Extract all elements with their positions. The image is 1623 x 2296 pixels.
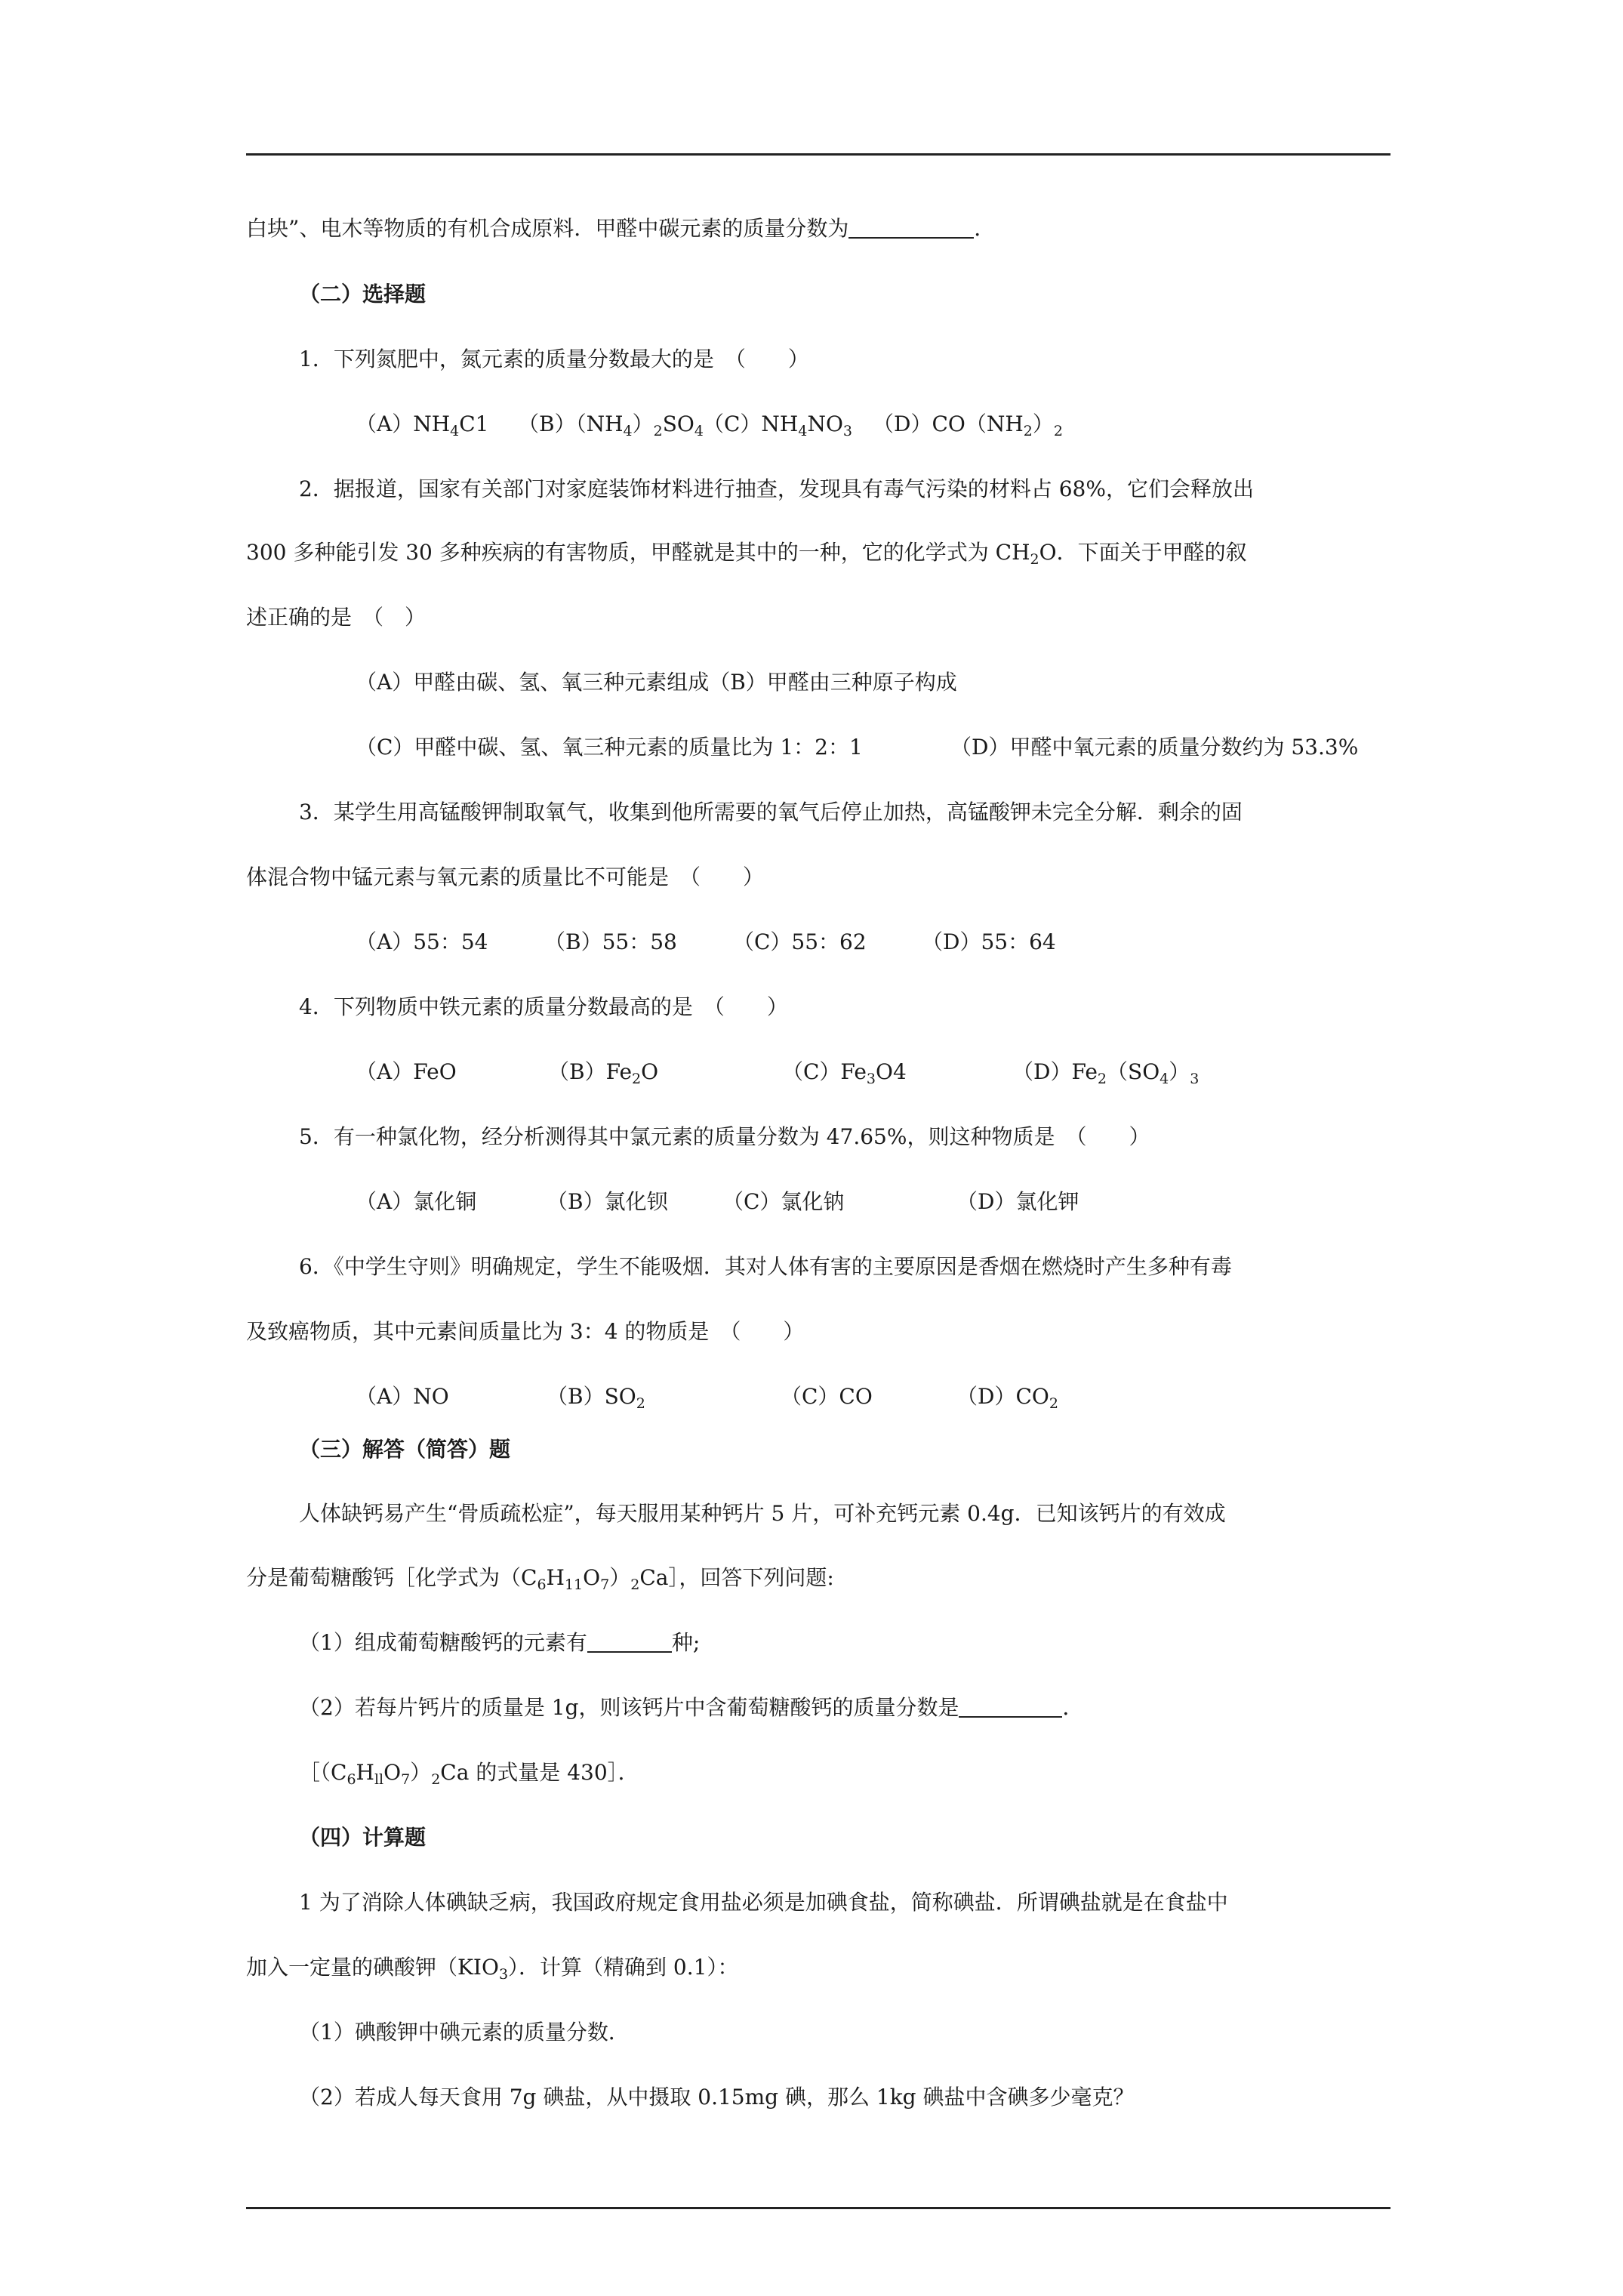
option-c: （C）55：62 [733, 929, 867, 954]
option-d: （D）甲醛中氧元素的质量分数约为 53.3% [950, 735, 1359, 760]
option-d: $(D)CO(NH_2)_2$ [873, 411, 1063, 439]
short-answer-line-1: 人体缺钙易产生“骨质疏松症”，每天服用某种钙片 5 片，可补充钙元素 0.4g．已知该钙片的有效成 [299, 1501, 1226, 1526]
calculation-line-1: 1 为了消除人体碘缺乏病，我国政府规定食用盐必须是加碘食盐，简称碘盐．所谓碘盐就是在食盐中 [299, 1890, 1228, 1915]
question-6-line-1: 6．《中学生守则》明确规定，学生不能吸烟．其对人体有害的主要原因是香烟在燃烧时产生多种有毒 [299, 1254, 1232, 1279]
intro-line: 白块”、电木等物质的有机合成原料．甲醛中碳元素的质量分数为 ． [246, 216, 996, 241]
question-3-line-2: 体混合物中锰元素与氧元素的质量比不可能是 （ ） [246, 864, 765, 889]
short-answer-q2: （2）若每片钙片的质量是 1g，则该钙片中含葡萄糖酸钙的质量分数是 ． [299, 1695, 1084, 1720]
option-b: （B）氯化钡 [547, 1189, 668, 1214]
section-heading-choice: （二）选择题 [299, 282, 427, 307]
short-answer-note: $[(C_6H_{ll}O_7)_2Ca$ 的式量是 430］． [299, 1760, 639, 1788]
option-c: $(C)NH_4NO_3$ [703, 411, 852, 439]
question-4-stem: 4．下列物质中铁元素的质量分数最高的是 （ ） [299, 994, 788, 1019]
option-a: （A）FeO [356, 1059, 457, 1084]
option-c: （C）CO [781, 1384, 873, 1409]
option-c: $(C)Fe_3O4$ [782, 1059, 907, 1087]
option-c: （C）氯化钠 [722, 1189, 845, 1214]
calculation-line-2: 加入一定量的碘酸钾$(KIO_3)$．计算（精确到 0.1）： [246, 1955, 739, 1983]
option-d: （D）55：64 [922, 929, 1056, 954]
question-6-options [356, 1382, 1058, 1412]
option-a: （A）甲醛由碳、氢、氧三种元素组成 [356, 670, 710, 695]
option-d: $(D)Fe_2(SO_4)_3$ [1012, 1059, 1200, 1087]
answer-blank[interactable] [848, 217, 974, 239]
section-heading-short-answer: （三）解答（简答）题 [299, 1437, 511, 1462]
option-b: $(B)SO_2$ [547, 1384, 645, 1412]
short-answer-q1: （1）组成葡萄糖酸钙的元素有 种; [299, 1630, 701, 1655]
question-2-line-1: 2．据报道，国家有关部门对家庭装饰材料进行抽查，发现具有毒气污染的材料占 68%，它们会释放出 [299, 476, 1254, 501]
calculation-q1: （1）碘酸钾中碘元素的质量分数． [299, 2020, 630, 2045]
option-a: （A）55：54 [356, 929, 488, 954]
question-5-stem: 5．有一种氯化物，经分析测得其中氯元素的质量分数为 47.65%，则这种物质是 （ ） [299, 1124, 1150, 1149]
question-3-line-1: 3．某学生用高锰酸钾制取氧气，收集到他所需要的氧气后停止加热，高锰酸钾未完全分解．剩余的固 [299, 800, 1243, 824]
question-2-options-ab [356, 667, 957, 698]
question-2-line-2: 300 多种能引发 30 多种疾病的有害物质，甲醛就是其中的一种，它的化学式为 $CH_2O$．下面关于甲醛的叙 [246, 540, 1247, 568]
option-a: （A）NO [356, 1384, 449, 1409]
option-d: $(D)CO_2$ [956, 1384, 1058, 1412]
option-b: $(B)Fe_2O$ [548, 1059, 659, 1087]
option-c: （C）甲醛中碳、氢、氧三种元素的质量比为 1：2：1 [356, 735, 863, 760]
question-6-line-2: 及致癌物质，其中元素间质量比为 3：4 的物质是 （ ） [246, 1319, 805, 1344]
option-a: （A）氯化铜 [356, 1189, 477, 1214]
short-answer-line-2: 分是葡萄糖酸钙［化学式为$(C_6H_{11}O_7)_2Ca]$，回答下列问题: [246, 1565, 834, 1593]
question-1-stem: 1．下列氮肥中，氮元素的质量分数最大的是 （ ） [299, 347, 809, 371]
option-b: （B）55：58 [544, 929, 677, 954]
option-d: （D）氯化钾 [956, 1189, 1079, 1214]
question-5-options [356, 1187, 1079, 1217]
question-3-options [356, 927, 1056, 957]
option-a: $(A)NH_4C1$ [356, 411, 489, 439]
option-b: （B）甲醛由三种原子构成 [709, 670, 957, 695]
answer-blank[interactable] [959, 1697, 1062, 1718]
footer-rule [246, 2207, 1390, 2209]
header-rule [246, 153, 1390, 156]
question-1-options [356, 409, 1063, 439]
question-4-options [356, 1057, 1199, 1087]
section-heading-calculation: （四）计算题 [299, 1825, 427, 1850]
answer-blank[interactable] [587, 1632, 672, 1653]
calculation-q2: （2）若成人每天食用 7g 碘盐，从中摄取 0.15mg 碘，那么 1kg 碘盐中含碘多少毫克？ [299, 2085, 1135, 2110]
option-b: $(B)(NH_4)_2SO_4$ [518, 411, 704, 439]
question-2-options-cd [356, 732, 1358, 763]
question-2-line-3: 述正确的是 （ ） [246, 605, 427, 630]
